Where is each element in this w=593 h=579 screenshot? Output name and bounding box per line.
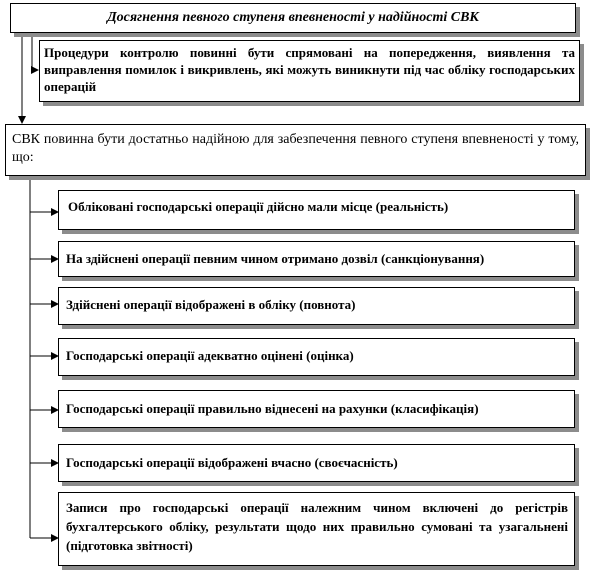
procedures-text: Процедури контролю повинні бути спрямовані на попередження, виявлення та виправлення помилок і викривлень, які можуть виникнути під час обліку господарських операцій [44, 45, 575, 94]
statement-text: СВК повинна бути достатньо надійною для забезпечення певного ступеня впевненості у тому, що: [12, 132, 579, 165]
item-text-3: Здійснені операції відображені в обліку (повнота) [66, 297, 356, 312]
item-text-1: Обліковані господарські операції дійсно мали місце (реальність) [68, 199, 449, 214]
item-text-7: Записи про господарські операції належним чином включені до регістрів бухгалтерського обліку, результати щодо них правильно сумовані та узагальнені (підготовка звітності) [66, 500, 568, 553]
title-text: Досягнення певного ступеня впевненості у надійності СВК [107, 10, 479, 25]
item-text-2: На здійснені операції певним чином отримано дозвіл (санкціонування) [66, 251, 485, 266]
item-text-4: Господарські операції адекватно оцінені (оцінка) [66, 348, 354, 363]
item-text-5: Господарські операції правильно віднесені на рахунки (класифікація) [66, 401, 479, 416]
item-text-6: Господарські операції відображені вчасно (своєчасність) [66, 455, 398, 470]
